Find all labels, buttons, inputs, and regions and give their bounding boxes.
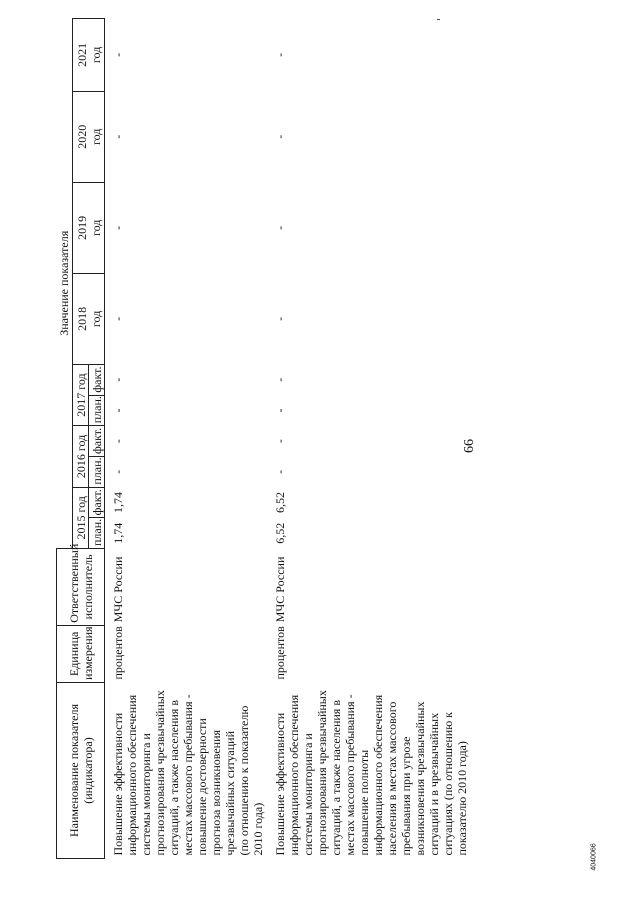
- value-2016-plan: -: [111, 469, 125, 474]
- value-2017-fact: -: [273, 377, 287, 382]
- header-2017-plan: план.: [89, 395, 105, 426]
- document-code: 4040066: [590, 843, 598, 871]
- table-row: [105, 19, 268, 859]
- header-year-2021: 2021 год: [73, 19, 105, 92]
- rotated-content: [56, 18, 532, 859]
- value-2021: -: [273, 52, 287, 57]
- header-2015-fact: факт.: [89, 487, 105, 518]
- header-2017-fact: факт.: [89, 364, 105, 395]
- value-2015-fact: 1,74: [111, 492, 125, 513]
- value-2015-plan: 1,74: [111, 522, 125, 544]
- value-2016-fact: -: [111, 439, 125, 444]
- value-2018: -: [111, 316, 125, 321]
- indicator-responsible: МЧС России: [111, 556, 125, 623]
- header-2016-fact: факт.: [89, 426, 105, 457]
- value-2015-plan: 6,52: [273, 522, 287, 544]
- page-number: 66: [462, 439, 477, 453]
- value-2017-fact: -: [111, 377, 125, 382]
- header-year-2016: 2016 год: [73, 426, 89, 487]
- value-2019: -: [111, 225, 125, 230]
- value-2020: -: [111, 134, 125, 139]
- value-2017-plan: -: [111, 408, 125, 413]
- header-2016-plan: план.: [89, 456, 105, 487]
- table-row: [267, 19, 471, 859]
- indicator-responsible: МЧС России: [273, 556, 287, 623]
- header-2015-plan: план.: [89, 518, 105, 549]
- indicator-name: Повышение эффективности информационного обеспечения системы мониторинга и прогнозирования чрезвычайных ситуаций, а также населения в местах массового пребывания - повышение полноты информационного обеспечения населения в местах массового пребывания при угрозе возникновения чрезвычайных ситуаций и в чрезвычайных ситуациях (по отношению к показателю 2010 года): [273, 690, 469, 856]
- header-year-2019: 2019 год: [73, 182, 105, 273]
- header-year-2017: 2017 год: [73, 364, 89, 425]
- value-2017-plan: -: [273, 408, 287, 413]
- value-2015-fact: 6,52: [273, 492, 287, 513]
- header-indicator-name: Наименование показателя (индикатора): [57, 683, 105, 859]
- indicator-unit: процентов: [111, 626, 125, 680]
- header-year-2020: 2020 год: [73, 91, 105, 182]
- value-2016-plan: -: [273, 469, 287, 474]
- header-year-2015: 2015 год: [73, 487, 89, 548]
- value-2019: -: [273, 225, 287, 230]
- header-unit: Единица измерения: [57, 625, 105, 682]
- indicators-table: [56, 18, 471, 859]
- rotated-table-area: [56, 18, 532, 859]
- value-2020: -: [273, 134, 287, 139]
- header-year-2018: 2018 год: [73, 273, 105, 364]
- header-value-group: Значение показателя: [57, 19, 73, 549]
- indicator-name: Повышение эффективности информационного обеспечения системы мониторинга и прогнозирования чрезвычайных ситуаций, а также населения в местах массового пребывания - повышение достоверности прогноза возникновения чрезвычайных ситуаций (по отношению к показателю 2010 года): [111, 690, 265, 856]
- value-2016-fact: -: [273, 439, 287, 444]
- indicator-unit: процентов: [273, 626, 287, 680]
- value-2018: -: [273, 316, 287, 321]
- header-responsible: Ответственный исполнитель: [57, 549, 105, 626]
- value-2021: -: [111, 52, 125, 57]
